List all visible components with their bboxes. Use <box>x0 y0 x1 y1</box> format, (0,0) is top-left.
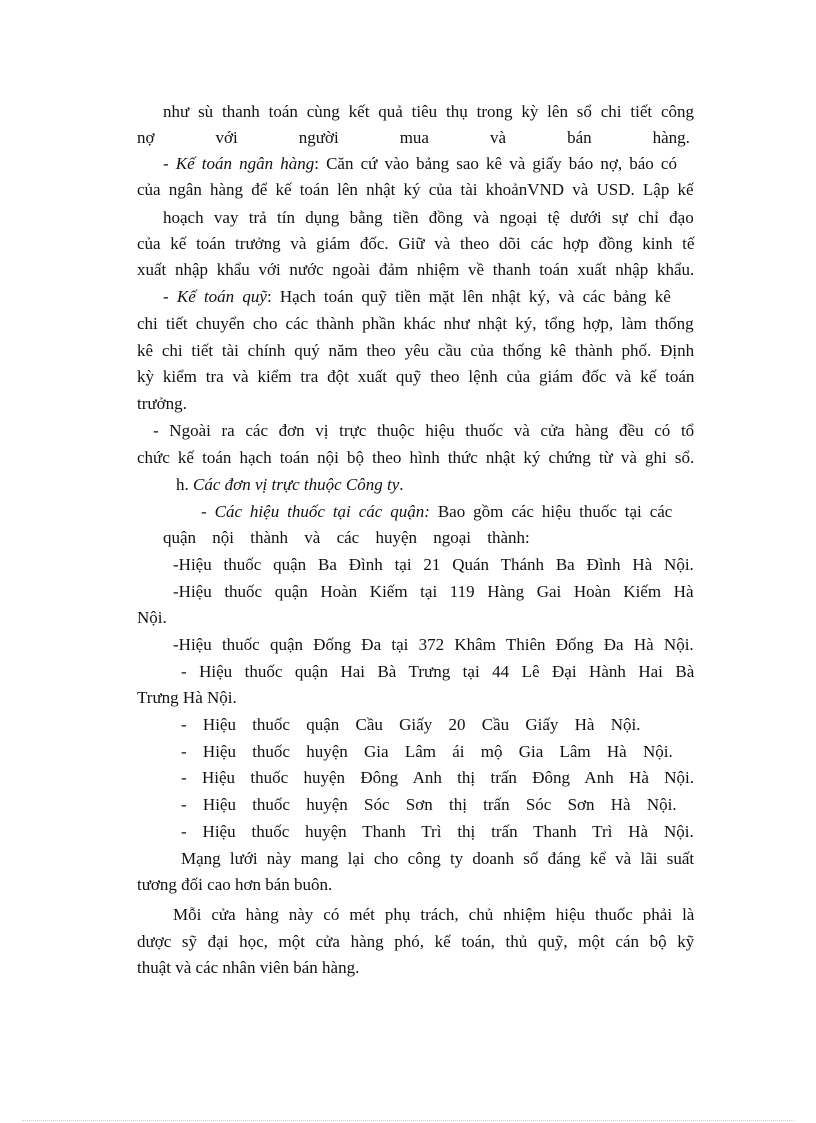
word: mua <box>399 128 429 147</box>
text-line: chức kế toán hạch toán nội bộ theo hình thức nhật ký chứng từ và ghi sổ. <box>137 448 695 467</box>
text-line: thuật và các nhân viên bán hàng. <box>137 958 360 977</box>
text-line: kỳ kiểm tra và kiểm tra đột xuất quỹ theo lệnh của giám đốc và kế toán <box>137 367 695 386</box>
text-line: xuất nhập khẩu với nước ngoài đảm nhiệm về thanh toán xuất nhập khẩu. <box>137 260 695 279</box>
text-line: Mỗi cửa hàng này có mét phụ trách, chủ nhiệm hiệu thuốc phải là <box>173 905 695 924</box>
text-line: hoạch vay trả tín dụng bằng tiền đồng và ngoại tệ dưới sự chỉ đạo <box>163 208 694 227</box>
text-run: Bao gồm các hiệu thuốc tại các <box>429 502 673 521</box>
list-item: -Hiệu thuốc quận Ba Đình tại 21 Quán Thánh Ba Đình Hà Nội. <box>173 555 694 574</box>
subsection-label: Các hiệu thuốc tại các quận: <box>214 502 430 521</box>
justified-line <box>137 127 690 149</box>
text-line: trưởng. <box>137 394 187 413</box>
list-item: - Hiệu thuốc huyện Gia Lâm ái mộ Gia Lâm Hà Nội. <box>181 742 673 761</box>
text-line: dược sỹ đại học, một cửa hàng phó, kế toán, thủ quỹ, một cán bộ kỹ <box>137 932 695 951</box>
list-item-continuation: Nội. <box>137 608 167 627</box>
text-line: của ngân hàng để kế toán lên nhật ký của tài khoảnVND và USD. Lập kế <box>137 180 694 199</box>
section-heading <box>176 474 476 496</box>
list-item: -Hiệu thuốc quận Đống Đa tại 372 Khâm Thiên Đống Đa Hà Nội. <box>173 635 694 654</box>
list-item: - Hiệu thuốc huyện Đông Anh thị trấn Đông Anh Hà Nội. <box>181 768 694 787</box>
word: và <box>490 128 507 147</box>
role-label: Kế toán ngân hàng <box>175 154 315 173</box>
list-item: - Hiệu thuốc huyện Sóc Sơn thị trấn Sóc Sơn Hà Nội. <box>181 795 677 814</box>
role-label: Kế toán quỹ <box>176 287 267 306</box>
list-item: - Hiệu thuốc quận Cầu Giấy 20 Cầu Giấy Hà Nội. <box>181 715 641 734</box>
section-title: Các đơn vị trực thuộc Công ty <box>193 475 400 494</box>
text-run: : Hạch toán quỹ tiền mặt lên nhật ký, và các bảng kê <box>266 287 671 306</box>
list-dash: - <box>201 502 215 521</box>
text-line: - Ngoài ra các đơn vị trực thuộc hiệu thuốc và cửa hàng đều có tổ <box>153 421 695 440</box>
subsection-line <box>201 501 694 523</box>
text-line: Mạng lưới này mang lại cho công ty doanh số đáng kể và lãi suất <box>181 849 695 868</box>
text-run: : Căn cứ vào bảng sao kê và giấy báo nợ, báo có <box>314 154 677 173</box>
list-item-continuation: Trưng Hà Nội. <box>137 688 237 707</box>
text-line: tương đối cao hơn bán buôn. <box>137 875 333 894</box>
list-item: - Hiệu thuốc quận Hai Bà Trưng tại 44 Lê Đại Hành Hai Bà <box>181 662 695 681</box>
word: hàng. <box>652 128 690 147</box>
section-end: . <box>399 475 404 494</box>
word: nợ <box>137 128 155 147</box>
text-line: quận nội thành và các huyện ngoại thành: <box>163 528 530 547</box>
page-bottom-rule <box>22 1120 794 1121</box>
word: người <box>298 128 339 147</box>
word: với <box>215 128 238 147</box>
text-line: chi tiết chuyển cho các thành phần khác như nhật ký, tổng hợp, làm thống <box>137 314 694 333</box>
list-item: -Hiệu thuốc quận Hoàn Kiếm tại 119 Hàng Gai Hoàn Kiếm Hà <box>173 582 694 601</box>
text-line: của kế toán trưởng và giám đốc. Giữ và theo dõi các hợp đồng kinh tế <box>137 234 695 253</box>
list-item: - Hiệu thuốc huyện Thanh Trì thị trấn Thanh Trì Hà Nội. <box>181 822 694 841</box>
section-number: h. <box>176 475 193 494</box>
list-dash: - <box>163 154 176 173</box>
text-line: như sù thanh toán cùng kết quả tiêu thụ trong kỳ lên sổ chi tiết công <box>163 102 694 121</box>
text-line <box>163 286 694 308</box>
word: bán <box>567 128 592 147</box>
text-line <box>163 153 694 175</box>
text-line: kê chi tiết tài chính quý năm theo yêu cầu của thống kê thành phố. Định <box>137 341 695 360</box>
list-dash: - <box>163 287 177 306</box>
